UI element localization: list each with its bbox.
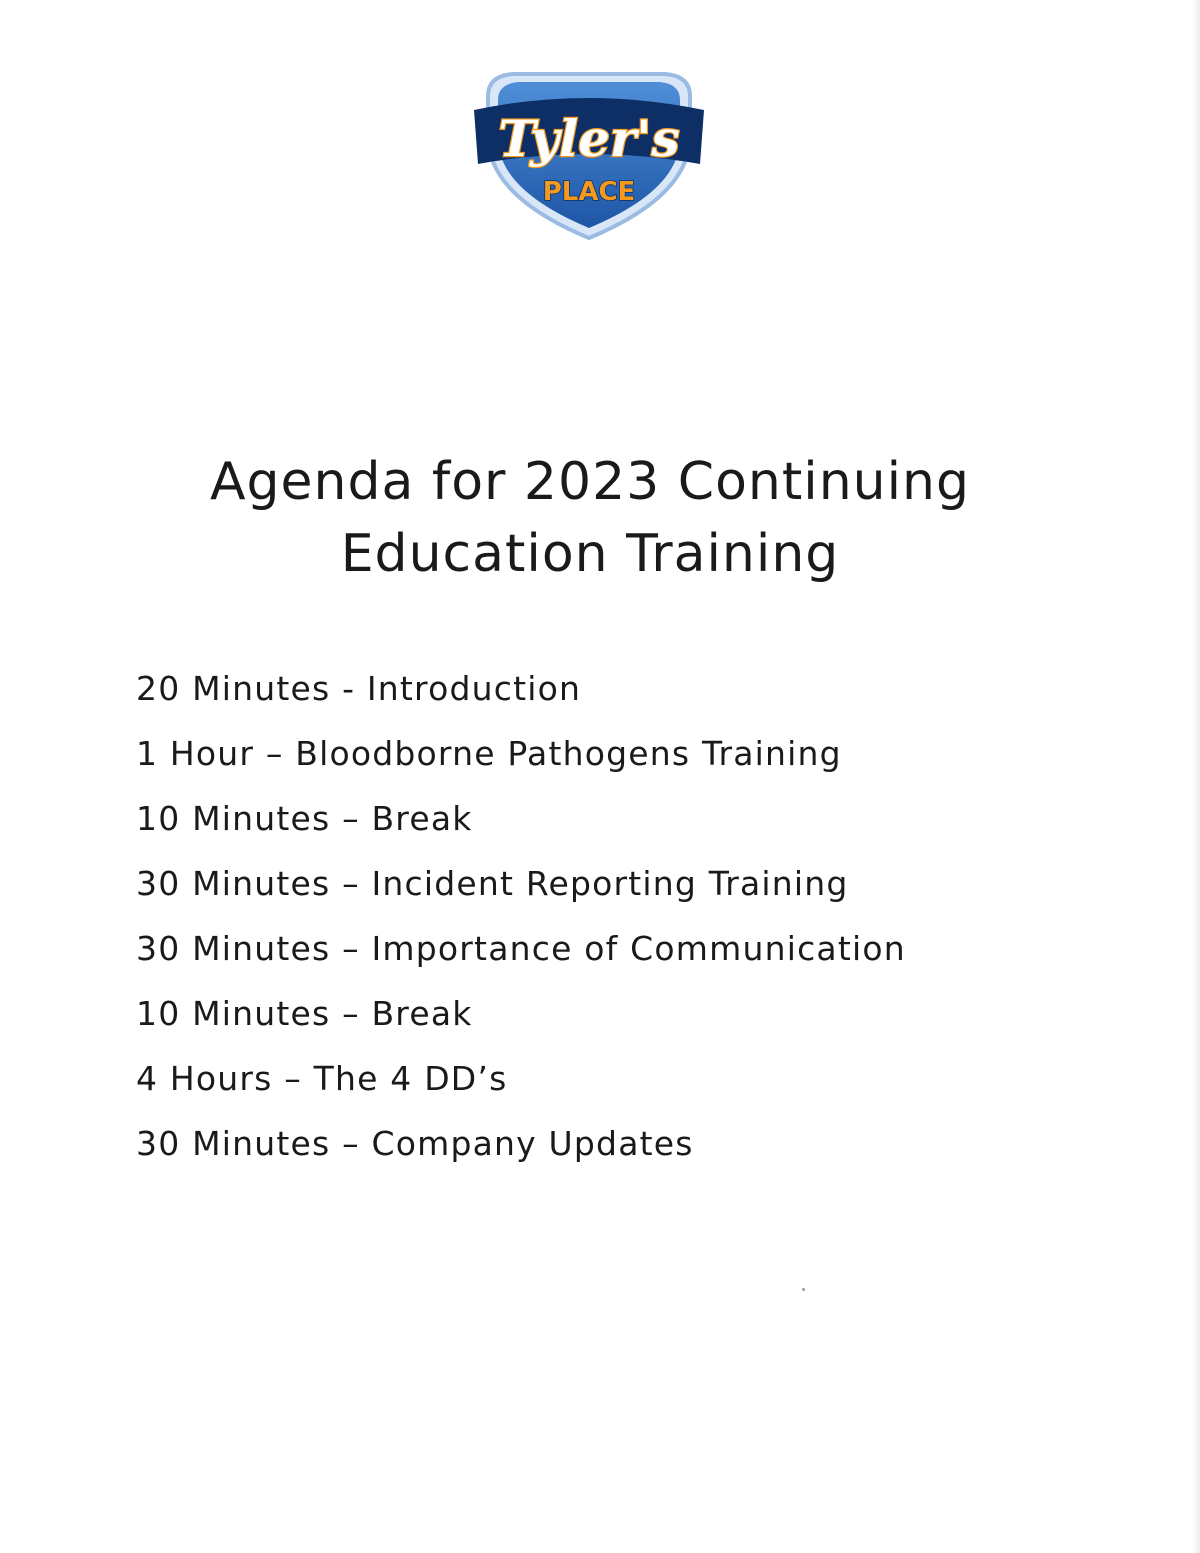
- agenda-list: [136, 664, 1136, 1184]
- agenda-item: 30 Minutes – Incident Reporting Training: [136, 864, 849, 903]
- agenda-item: 10 Minutes – Break: [136, 994, 473, 1033]
- tylers-place-logo: [468, 66, 710, 244]
- agenda-item: 20 Minutes - Introduction: [136, 669, 582, 708]
- agenda-item: 4 Hours – The 4 DD’s: [136, 1059, 508, 1098]
- svg-text:PLACE: PLACE: [542, 177, 636, 207]
- scan-edge-shadow: [1192, 0, 1200, 1553]
- title-line-1: Agenda for 2023 Continuing: [209, 452, 971, 512]
- agenda-item: 1 Hour – Bloodborne Pathogens Training: [136, 734, 842, 773]
- agenda-item: 30 Minutes – Importance of Communication: [136, 929, 906, 968]
- title-line-2: Education Training: [340, 524, 840, 584]
- page-title: [100, 446, 1080, 590]
- svg-text:Tyler's: Tyler's: [498, 109, 680, 168]
- scan-speck: [802, 1288, 805, 1291]
- agenda-item: 10 Minutes – Break: [136, 799, 473, 838]
- agenda-item: 30 Minutes – Company Updates: [136, 1124, 694, 1163]
